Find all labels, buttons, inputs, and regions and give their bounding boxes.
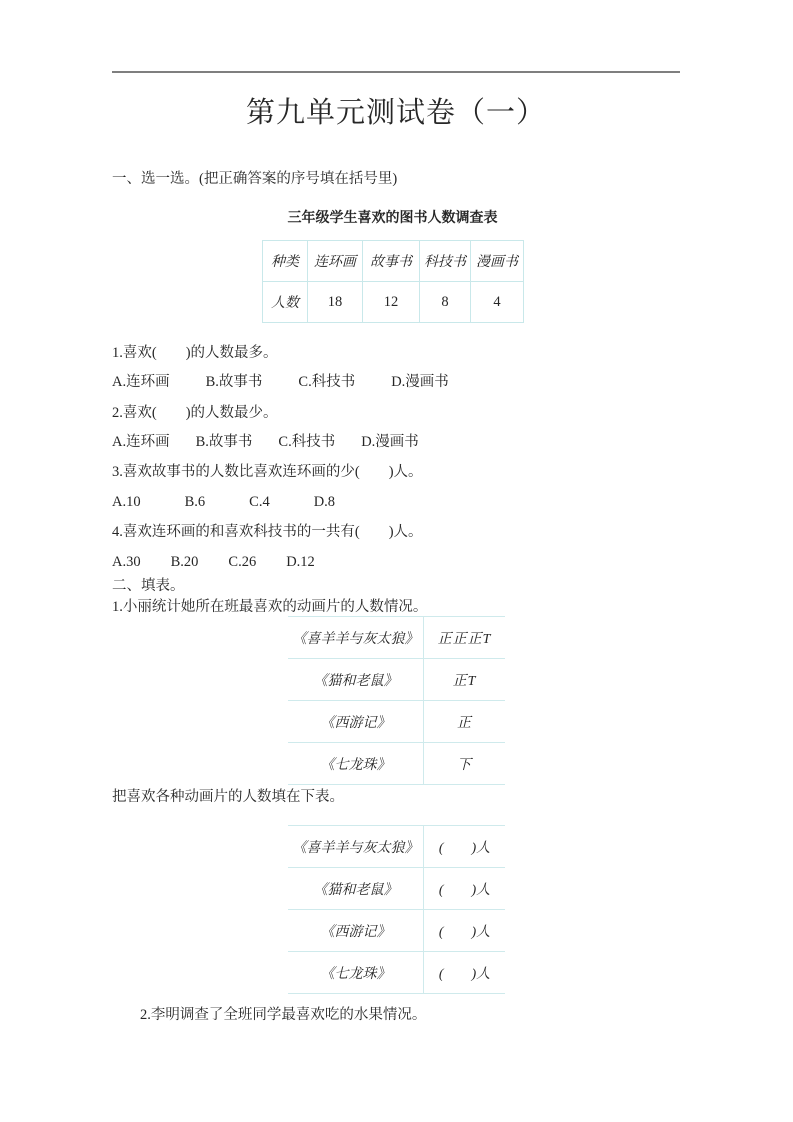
option: D.漫画书 (361, 434, 419, 450)
page-title: 第九单元测试卷（一） (245, 97, 546, 129)
question-1-options (112, 372, 449, 392)
survey-table-title: 三年级学生喜欢的图书人数调查表 (287, 209, 498, 225)
option: D.漫画书 (391, 374, 449, 390)
question-3-text: 3.喜欢故事书的人数比喜欢连环画的少( )人。 (112, 464, 423, 480)
survey-category: 科技书 (420, 241, 471, 282)
anime-label: 《猫和老鼠》 (288, 659, 424, 701)
table-row (288, 910, 505, 952)
anime-label: 《七龙珠》 (288, 952, 424, 994)
section-two-q2-text: 2.李明调查了全班同学最喜欢吃的水果情况。 (140, 1007, 427, 1023)
option: B.6 (184, 494, 206, 510)
fill-in-table (288, 825, 505, 994)
question-2-options (112, 432, 419, 452)
question-2-text: 2.喜欢( )的人数最少。 (112, 405, 278, 421)
anime-label: 《猫和老鼠》 (288, 868, 424, 910)
fill-blank: ( )人 (424, 952, 506, 994)
question-3-options (112, 492, 335, 512)
option: C.4 (249, 494, 270, 510)
table-row (288, 826, 505, 868)
option: C.26 (228, 554, 257, 570)
book-survey-table (262, 240, 524, 323)
table-row (288, 952, 505, 994)
fill-instruction: 把喜欢各种动画片的人数填在下表。 (112, 789, 344, 805)
question-1-text: 1.喜欢( )的人数最多。 (112, 345, 278, 361)
anime-label: 《西游记》 (288, 701, 424, 743)
section-one-heading: 一、选一选。(把正确答案的序号填在括号里) (112, 171, 398, 187)
table-row (288, 617, 505, 659)
survey-value: 8 (420, 282, 471, 323)
anime-label: 《七龙珠》 (288, 743, 424, 785)
section-two-heading: 二、填表。 (112, 578, 185, 594)
anime-label: 《西游记》 (288, 910, 424, 952)
anime-label: 《喜羊羊与灰太狼》 (288, 617, 424, 659)
survey-header-label: 种类 (263, 241, 308, 282)
tally-marks: 正正正T (424, 617, 506, 659)
option: C.科技书 (298, 374, 356, 390)
option: C.科技书 (278, 434, 336, 450)
anime-label: 《喜羊羊与灰太狼》 (288, 826, 424, 868)
survey-category: 漫画书 (471, 241, 524, 282)
table-row (288, 868, 505, 910)
table-row (288, 701, 505, 743)
table-row (288, 743, 505, 785)
tally-marks: 正 (424, 701, 506, 743)
fill-blank: ( )人 (424, 910, 506, 952)
fill-blank: ( )人 (424, 868, 506, 910)
option: B.故事书 (195, 434, 253, 450)
section-two-q1-text: 1.小丽统计她所在班最喜欢的动画片的人数情况。 (112, 599, 428, 615)
tally-marks: 下 (424, 743, 506, 785)
survey-row-label: 人数 (263, 282, 308, 323)
survey-value: 12 (363, 282, 420, 323)
fill-blank: ( )人 (424, 826, 506, 868)
option: B.故事书 (205, 374, 263, 390)
tally-table (288, 616, 505, 785)
header-rule (112, 71, 680, 73)
survey-category: 故事书 (363, 241, 420, 282)
option: B.20 (170, 554, 199, 570)
survey-value: 4 (471, 282, 524, 323)
survey-value: 18 (308, 282, 363, 323)
table-row (263, 241, 524, 282)
option: D.8 (313, 494, 336, 510)
option: A.连环画 (112, 434, 170, 450)
option: A.连环画 (112, 374, 170, 390)
question-4-text: 4.喜欢连环画的和喜欢科技书的一共有( )人。 (112, 524, 423, 540)
option: A.30 (112, 554, 141, 570)
table-row (263, 282, 524, 323)
option: A.10 (112, 494, 141, 510)
tally-marks: 正T (424, 659, 506, 701)
survey-category: 连环画 (308, 241, 363, 282)
option: D.12 (286, 554, 315, 570)
table-row (288, 659, 505, 701)
question-4-options (112, 552, 315, 572)
